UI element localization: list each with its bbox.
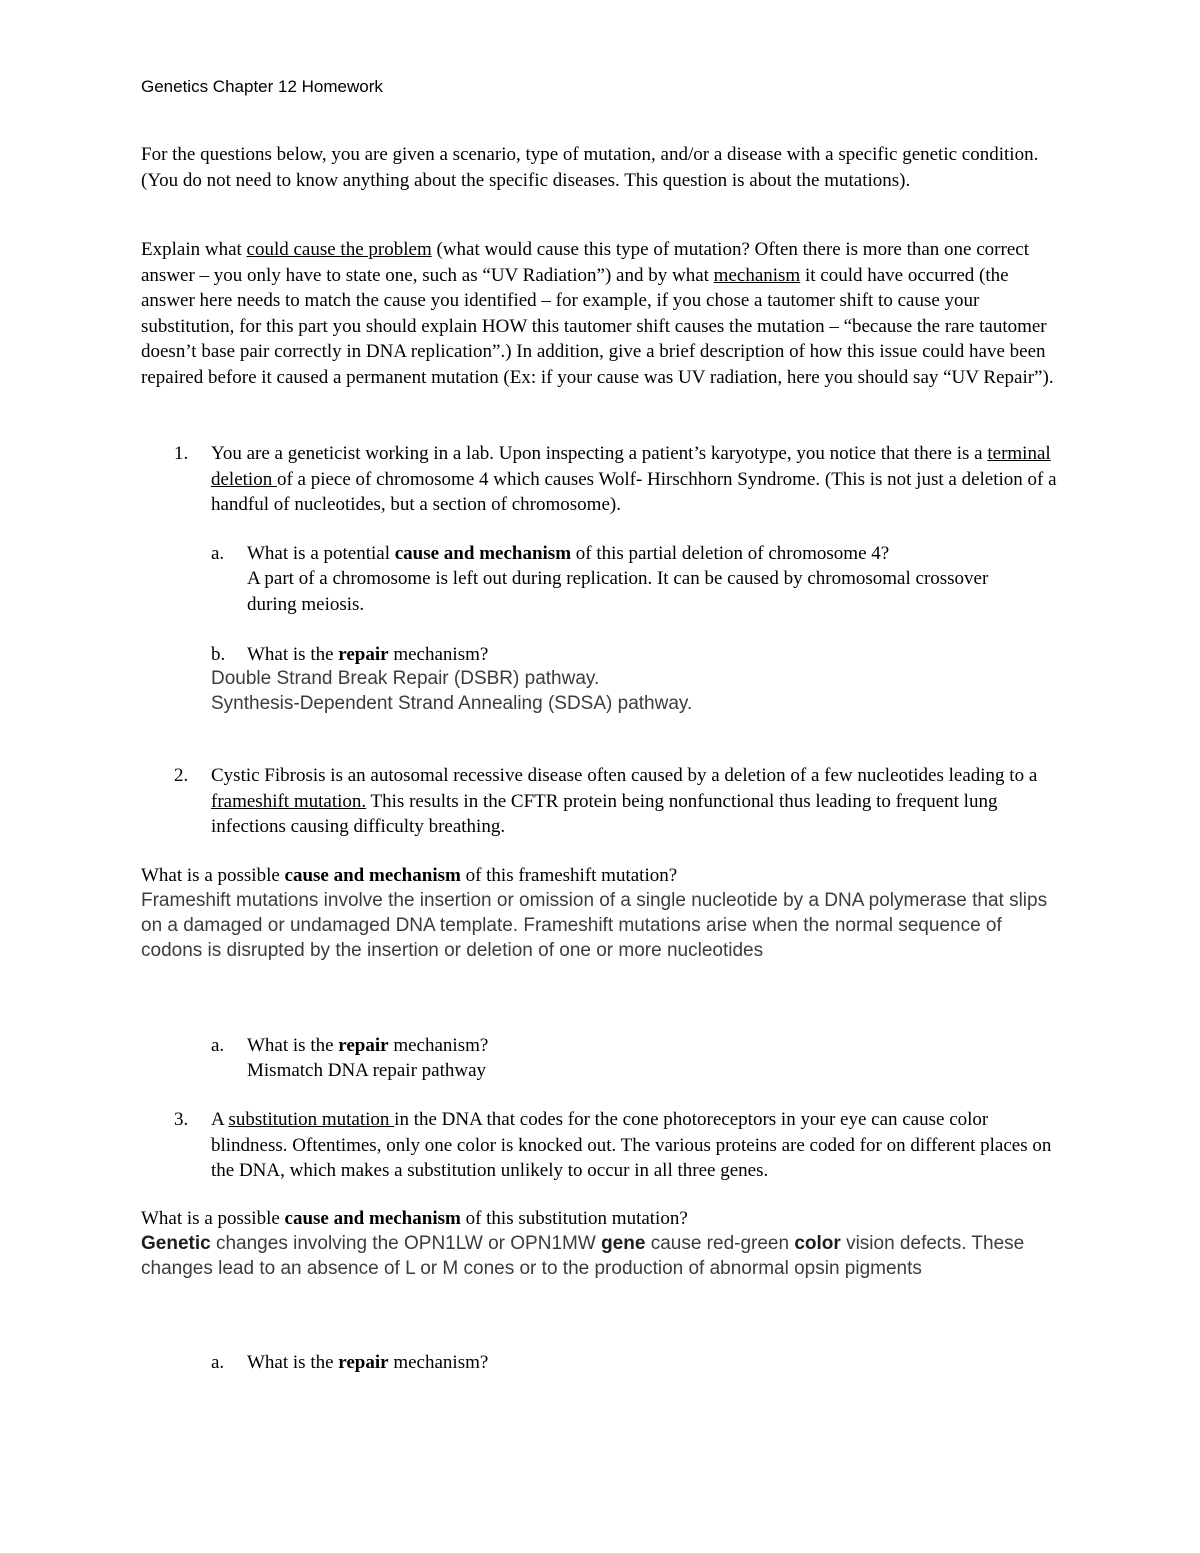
answer-bold: gene [601, 1233, 646, 1254]
question-text: of a piece of chromosome 4 which causes Wolf- Hirschhorn Syndrome. (This is not just a deletion of a handful of nucleotides, but a section of chromosome). [211, 468, 1057, 515]
question-number: 3. [174, 1109, 189, 1130]
prompt-text: What is the [247, 1035, 339, 1056]
question-text: This results in the CFTR protein being nonfunctional thus leading to frequent lung infections causing difficulty breathing. [211, 790, 998, 837]
prompt-text: mechanism? [388, 1035, 489, 1056]
prompt-text: What is a possible [141, 1208, 285, 1229]
answer-text: Mismatch DNA repair pathway [247, 1060, 487, 1081]
prompt-bold: repair [338, 1035, 389, 1056]
prompt-text: of this frameshift mutation? [460, 865, 678, 886]
answer-text: Frameshift mutations involve the insertion or omission of a single nucleotide by a DNA polymerase that slips on a damaged or undamaged DNA template. Frameshift mutations arise when the normal sequence of codons is disrupted by the insertion or deletion of one or more nucleotides [141, 890, 1048, 961]
prompt-text: What is a possible [141, 865, 285, 886]
answer-bold: color [794, 1233, 841, 1254]
instructions-text: it could have occurred (the answer here needs to match the cause you identified – for example, if you chose a tautomer shift to cause your substitution, for this part you should explain HOW this tautomer shift causes the mutation – “because the rare tautomer doesn’t base pair correctly in DNA replication”.) In addition, give a brief description of how this issue could have been repaired before it caused a permanent mutation (Ex: if your cause was UV radiation, here you should say “UV Repair”). [141, 264, 1054, 388]
answer-text: Synthesis-Dependent Strand Annealing (SDSA) pathway. [211, 693, 693, 714]
prompt-bold: cause and mechanism [284, 865, 461, 886]
question-3-text [211, 1107, 1063, 1184]
question-text: Cystic Fibrosis is an autosomal recessive disease often caused by a deletion of a few nucleotides leading to a [211, 765, 1038, 786]
prompt-text: of this substitution mutation? [460, 1208, 688, 1229]
underlined-phrase: mechanism [713, 264, 801, 286]
answer-bold: Genetic [141, 1233, 211, 1254]
underlined-phrase: terminal deletion [211, 443, 1051, 490]
subquestion-prompt [247, 541, 1067, 567]
underlined-phrase: frameshift mutation. [211, 790, 367, 812]
instructions-text: Explain what [141, 239, 247, 260]
instructions-paragraph [141, 237, 1061, 390]
subquestion-label: a. [211, 543, 225, 564]
question-text: A [211, 1109, 229, 1130]
question-number: 1. [174, 443, 189, 464]
subquestion-label: b. [211, 644, 226, 665]
prompt-text: What is a potential [247, 543, 395, 564]
answer-part: vision defects. These changes lead to an absence of L or M cones or to the production of abnormal opsin pigments [141, 1233, 1025, 1279]
underlined-phrase: could cause the problem [246, 239, 432, 260]
prompt-bold: repair [338, 1352, 389, 1373]
intro-paragraph: For the questions below, you are given a scenario, type of mutation, and/or a disease with a specific genetic condition. (You do not need to know anything about the specific diseases. This question is about the mutations). [141, 144, 1039, 191]
prompt-bold: repair [338, 644, 389, 665]
subquestion-prompt [247, 1033, 1067, 1059]
question-text: in the DNA that codes for the cone photoreceptors in your eye can cause color blindness. Oftentimes, only one color is knocked out. The various proteins are coded for on different places on the DNA, which makes a substitution unlikely to occur in all three genes. [211, 1109, 1052, 1181]
cause-prompt [141, 1206, 1061, 1232]
underlined-phrase: substitution mutation [228, 1109, 395, 1130]
answer-part: changes involving the OPN1LW or OPN1MW [210, 1233, 602, 1254]
subquestion-label: a. [211, 1035, 225, 1056]
question-1-text [211, 441, 1063, 518]
subquestion-label: a. [211, 1352, 225, 1373]
prompt-bold: cause and mechanism [394, 543, 572, 564]
prompt-text: What is the [247, 644, 339, 665]
prompt-text: mechanism? [388, 1352, 489, 1373]
document-title: Genetics Chapter 12 Homework [141, 77, 383, 96]
subquestion-prompt [247, 1350, 1067, 1376]
instructions-text: (what would cause this type of mutation? Often there is more than one correct answer – you only have to state one, such as “UV Radiation”) and by what [141, 239, 1029, 286]
question-text: You are a geneticist working in a lab. Upon inspecting a patient’s karyotype, you notice that there is a [211, 443, 988, 464]
question-number: 2. [174, 765, 189, 786]
prompt-text: What is the [247, 1352, 339, 1373]
cause-prompt [141, 863, 1061, 889]
question-2-text [211, 763, 1063, 840]
prompt-text: of this partial deletion of chromosome 4? [571, 543, 890, 564]
subquestion-prompt [247, 642, 1067, 668]
answer-part: cause red-green [645, 1233, 795, 1254]
answer-text [141, 1231, 1066, 1281]
answer-text: A part of a chromosome is left out during replication. It can be caused by chromosomal crossover during meiosis. [247, 568, 989, 615]
prompt-text: mechanism? [388, 644, 489, 665]
prompt-bold: cause and mechanism [284, 1208, 461, 1229]
answer-text: Double Strand Break Repair (DSBR) pathway. [211, 668, 600, 689]
